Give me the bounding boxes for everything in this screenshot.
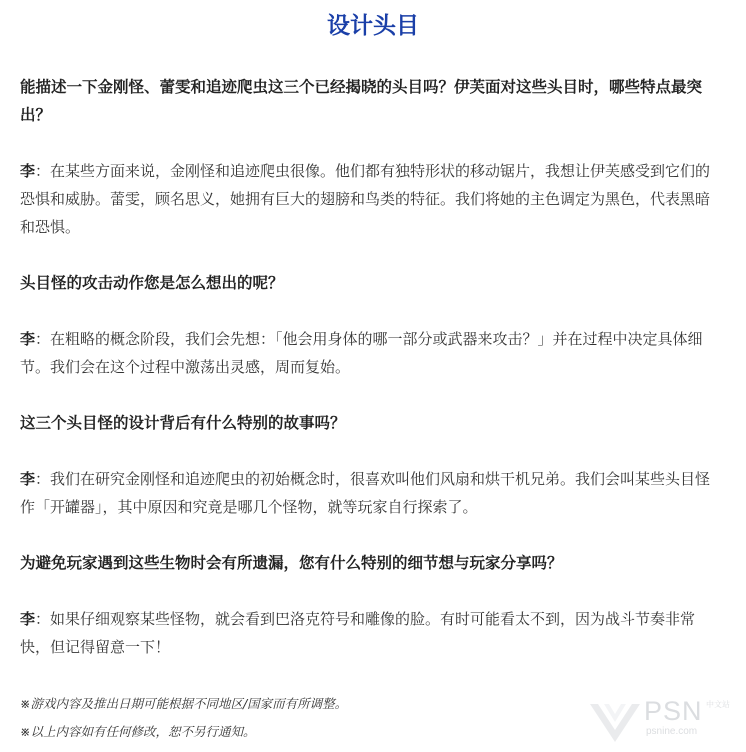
answer-1-text: 在某些方面来说，金刚怪和追迹爬虫很像。他们都有独特形状的移动锯片，我想让伊芙感受到它们的恐惧和威胁。蕾雯，顾名思义，她拥有巨大的翅膀和鸟类的特征。我们将她的主色调定为黑色，代表黑暗和恐惧。 [20,162,711,236]
footnote-1: ※游戏内容及推出日期可能根据不同地区/国家而有所调整。 [20,696,348,711]
psnine-logo-icon [588,696,642,746]
article-title: 设计头目 [327,13,419,39]
watermark-brand: PSN [644,696,703,726]
answer-2-text: 在粗略的概念阶段，我们会先想：「他会用身体的哪一部分或武器来攻击？」并在过程中决定具体细节。我们会在这个过程中激荡出灵感，周而复始。 [20,330,703,376]
question-1: 能描述一下金刚怪、蕾雯和追迹爬虫这三个已经揭晓的头目吗？伊芙面对这些头目时，哪些特点最突出？ [20,78,703,124]
watermark [588,694,738,748]
watermark-sub: 中文站 [706,700,730,709]
speaker-label: 李 [20,330,36,348]
answer-3-text: 我们在研究金刚怪和追迹爬虫的初始概念时，很喜欢叫他们风扇和烘干机兄弟。我们会叫某些头目怪作「开罐器」，其中原因和究竟是哪几个怪物，就等玩家自行探索了。 [20,470,711,516]
question-2: 头目怪的攻击动作您是怎么想出的呢？ [20,274,284,292]
answer-4-text: 如果仔细观察某些怪物，就会看到巴洛克符号和雕像的脸。有时可能看太不到，因为战斗节奏非常快，但记得留意一下！ [20,610,696,656]
answer-3: 李：我们在研究金刚怪和追迹爬虫的初始概念时，很喜欢叫他们风扇和烘干机兄弟。我们会叫某些头目怪作「开罐器」，其中原因和究竟是哪几个怪物，就等玩家自行探索了。 [20,470,711,516]
question-4: 为避免玩家遇到这些生物时会有所遗漏，您有什么特别的细节想与玩家分享吗？ [20,554,563,572]
footnote-2: ※以上内容如有任何修改，恕不另行通知。 [20,724,256,739]
speaker-label: 李 [20,470,36,488]
watermark-site: psnine.com [646,726,698,737]
speaker-label: 李 [20,162,36,180]
question-3: 这三个头目怪的设计背后有什么特别的故事吗？ [20,414,346,432]
speaker-label: 李 [20,610,36,628]
answer-2: 李：在粗略的概念阶段，我们会先想：「他会用身体的哪一部分或武器来攻击？」并在过程中决定具体细节。我们会在这个过程中激荡出灵感，周而复始。 [20,330,703,376]
answer-4: 李：如果仔细观察某些怪物，就会看到巴洛克符号和雕像的脸。有时可能看太不到，因为战斗节奏非常快，但记得留意一下！ [20,610,696,656]
answer-1: 李：在某些方面来说，金刚怪和追迹爬虫很像。他们都有独特形状的移动锯片，我想让伊芙感受到它们的恐惧和威胁。蕾雯，顾名思义，她拥有巨大的翅膀和鸟类的特征。我们将她的主色调定为黑色，代表黑暗和恐惧。 [20,162,711,236]
